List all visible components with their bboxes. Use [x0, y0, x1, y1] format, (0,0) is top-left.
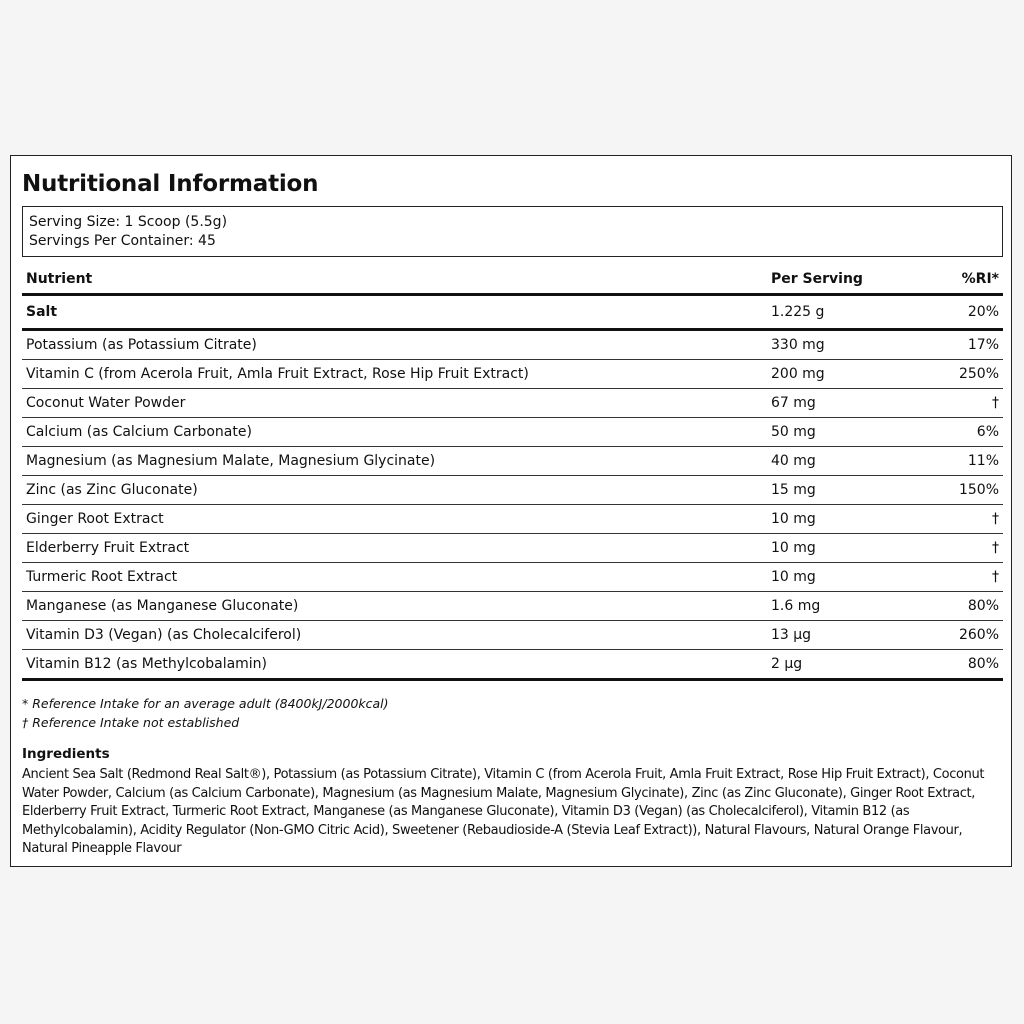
- nutrient-ri: 150%: [935, 476, 1003, 505]
- nutrient-amount: 200 mg: [767, 360, 935, 389]
- nutrient-amount: 67 mg: [767, 389, 935, 418]
- footnote-not-established: † Reference Intake not established: [22, 715, 240, 730]
- nutrient-ri: 80%: [935, 592, 1003, 621]
- nutrient-name: Magnesium (as Magnesium Malate, Magnesium Glycinate): [22, 447, 767, 476]
- nutrient-ri: †: [935, 534, 1003, 563]
- nutrient-name: Coconut Water Powder: [22, 389, 767, 418]
- table-row-salt: [22, 295, 1003, 330]
- nutrient-amount: 1.225 g: [767, 295, 935, 330]
- table-row: [22, 592, 1003, 621]
- nutrient-ri: 80%: [935, 650, 1003, 680]
- nutrient-ri: 6%: [935, 418, 1003, 447]
- nutrient-amount: 40 mg: [767, 447, 935, 476]
- serving-size: Serving Size: 1 Scoop (5.5g): [29, 214, 228, 230]
- nutrient-amount: 15 mg: [767, 476, 935, 505]
- nutrient-name: Potassium (as Potassium Citrate): [22, 330, 767, 360]
- nutrient-ri: 17%: [935, 330, 1003, 360]
- nutrient-name: Elderberry Fruit Extract: [22, 534, 767, 563]
- nutrient-amount: 13 µg: [767, 621, 935, 650]
- nutrient-ri: †: [935, 389, 1003, 418]
- table-row: [22, 330, 1003, 360]
- nutrient-amount: 330 mg: [767, 330, 935, 360]
- nutrient-amount: 2 µg: [767, 650, 935, 680]
- table-row: [22, 389, 1003, 418]
- nutrient-ri: 250%: [935, 360, 1003, 389]
- table-row: [22, 447, 1003, 476]
- table-row: [22, 476, 1003, 505]
- table-row: [22, 360, 1003, 389]
- nutrient-amount: 10 mg: [767, 534, 935, 563]
- servings-per-container: Servings Per Container: 45: [29, 233, 216, 249]
- nutrient-amount: 50 mg: [767, 418, 935, 447]
- nutrient-amount: 10 mg: [767, 505, 935, 534]
- panel-title: Nutritional Information: [22, 171, 319, 197]
- serving-info-box: [22, 206, 1003, 257]
- ingredients-heading: Ingredients: [22, 746, 110, 762]
- nutrient-amount: 1.6 mg: [767, 592, 935, 621]
- nutrition-table: [22, 264, 1003, 681]
- nutrient-name: Vitamin C (from Acerola Fruit, Amla Fruit Extract, Rose Hip Fruit Extract): [22, 360, 767, 389]
- nutrient-name: Vitamin D3 (Vegan) (as Cholecalciferol): [22, 621, 767, 650]
- table-row: [22, 505, 1003, 534]
- table-header-row: [22, 264, 1003, 295]
- nutrient-name: Manganese (as Manganese Gluconate): [22, 592, 767, 621]
- table-row: [22, 563, 1003, 592]
- nutrient-ri: †: [935, 563, 1003, 592]
- ingredients-text: Ancient Sea Salt (Redmond Real Salt®), Potassium (as Potassium Citrate), Vitamin C (from Acerola Fruit, Amla Fruit Extract, Rose Hip Fruit Extract), Coconut Water Powder, Calcium (as Calcium Carbonate), Magnesium (as Magnesium Malate, Magnesium Glycinate), Zinc (as Zinc Gluconate), Ginger Root Extract, Elderberry Fruit Extract, Turmeric Root Extract, Manganese (as Manganese Gluconate), Vitamin D3 (Vegan) (as Cholecalciferol), Vitamin B12 (as Methylcobalamin), Acidity Regulator (Non-GMO Citric Acid), Sweetener (Rebaudioside-A (Stevia Leaf Extract)), Natural Flavours, Natural Orange Flavour, Natural Pineapple Flavour: [22, 767, 985, 856]
- header-ri: %RI*: [935, 264, 1003, 295]
- nutrient-ri: 11%: [935, 447, 1003, 476]
- nutrient-name: Vitamin B12 (as Methylcobalamin): [22, 650, 767, 680]
- header-nutrient: Nutrient: [22, 264, 767, 295]
- header-per-serving: Per Serving: [767, 264, 935, 295]
- nutrient-ri: 260%: [935, 621, 1003, 650]
- nutrient-name: Salt: [22, 295, 767, 330]
- nutrient-name: Turmeric Root Extract: [22, 563, 767, 592]
- footnote-ri: * Reference Intake for an average adult (8400kJ/2000kcal): [22, 696, 389, 711]
- table-row: [22, 650, 1003, 680]
- nutrient-name: Calcium (as Calcium Carbonate): [22, 418, 767, 447]
- table-row: [22, 418, 1003, 447]
- nutrient-amount: 10 mg: [767, 563, 935, 592]
- nutrition-panel: [10, 155, 1012, 867]
- table-row: [22, 534, 1003, 563]
- footnotes: [22, 694, 389, 732]
- nutrient-name: Ginger Root Extract: [22, 505, 767, 534]
- nutrient-ri: 20%: [935, 295, 1003, 330]
- nutrient-ri: †: [935, 505, 1003, 534]
- nutrient-name: Zinc (as Zinc Gluconate): [22, 476, 767, 505]
- table-row: [22, 621, 1003, 650]
